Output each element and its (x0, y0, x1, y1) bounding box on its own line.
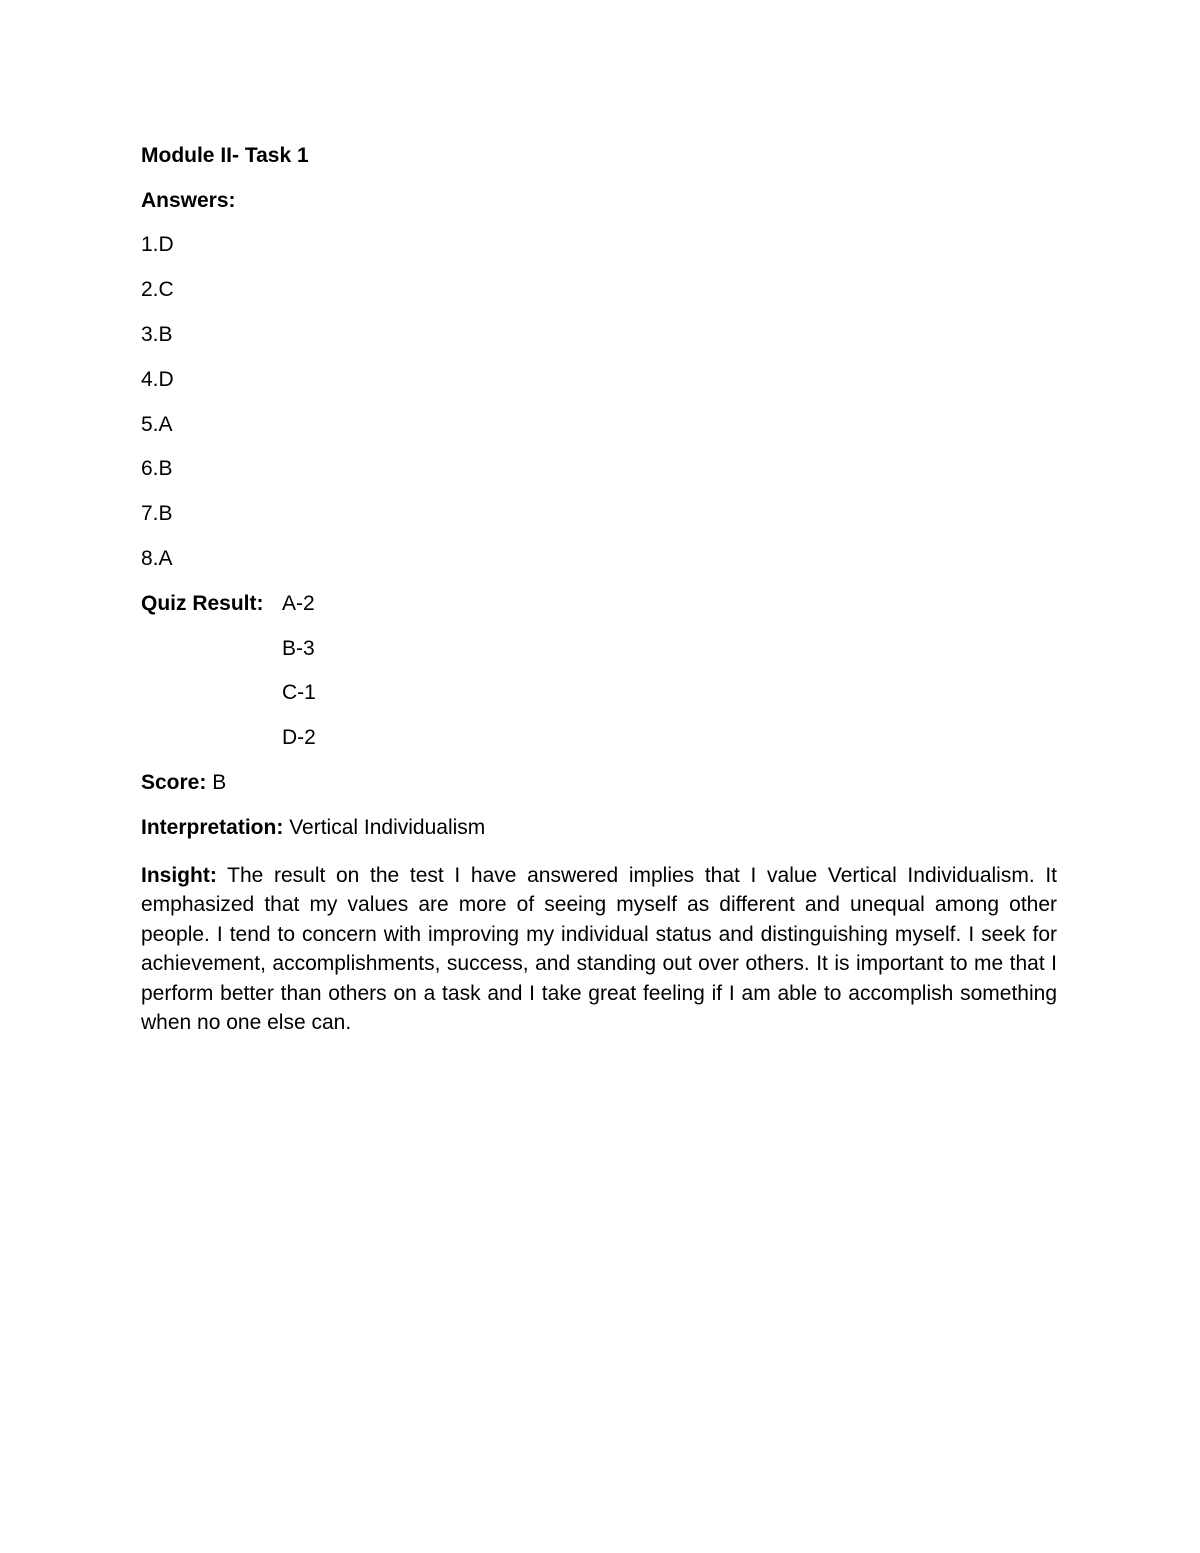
answer-item: 4.D (141, 368, 174, 391)
interpretation-line (141, 816, 485, 840)
interpretation-label: Interpretation: (141, 816, 284, 839)
answer-item: 2.C (141, 278, 174, 301)
answer-item: 6.B (141, 457, 173, 480)
answer-item: 7.B (141, 502, 173, 525)
document-title: Module II- Task 1 (141, 144, 309, 167)
insight-paragraph (141, 861, 1057, 1037)
score-label: Score: (141, 771, 207, 794)
score-line (141, 771, 226, 795)
answers-label: Answers: (141, 189, 236, 212)
interpretation-value: Vertical Individualism (289, 816, 486, 839)
insight-text: The result on the test I have answered implies that I value Vertical Individualism. It emphasized that my values are more of seeing myself as different and unequal among other people. I tend to concern with improving my individual status and distinguishing myself. I seek for achievement, accomplishments, success, and standing out over others. It is important to me that I perform better than others on a task and I take great feeling if I am able to accomplish something when no one else can. (141, 864, 1057, 1035)
score-value: B (212, 771, 227, 794)
answer-item: 1.D (141, 233, 174, 256)
quiz-result-item: B-3 (282, 637, 315, 660)
quiz-result-label: Quiz Result: (141, 592, 264, 615)
answer-item: 3.B (141, 323, 173, 346)
quiz-result-item: D-2 (282, 726, 316, 749)
quiz-result-item: C-1 (282, 681, 316, 704)
answer-item: 5.A (141, 413, 173, 436)
insight-label: Insight: (141, 864, 217, 887)
quiz-result-item: A-2 (282, 592, 315, 615)
answer-item: 8.A (141, 547, 173, 570)
